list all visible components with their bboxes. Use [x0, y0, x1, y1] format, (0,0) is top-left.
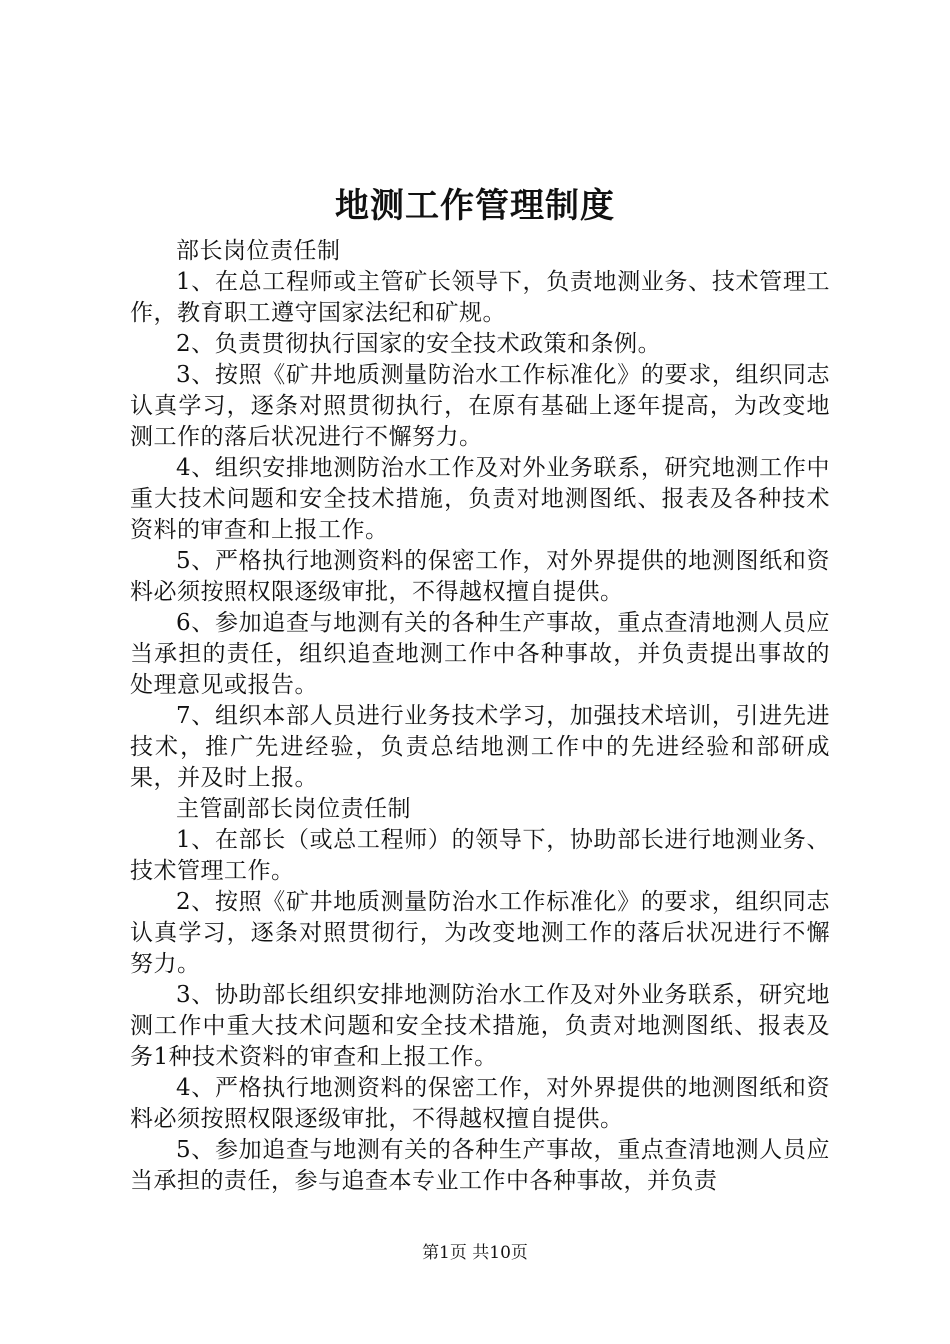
- document-body: [130, 236, 830, 1197]
- paragraph: 6、参加追查与地测有关的各种生产事故，重点查清地测人员应当承担的责任，组织追查地测工作中各种事故，并负责提出事故的处理意见或报告。: [130, 610, 830, 698]
- paragraph: 1、在总工程师或主管矿长领导下，负责地测业务、技术管理工作，教育职工遵守国家法纪和矿规。: [130, 269, 830, 326]
- paragraph: 4、严格执行地测资料的保密工作，对外界提供的地测图纸和资料必须按照权限逐级审批，不得越权擅自提供。: [130, 1075, 830, 1132]
- paragraph: 5、严格执行地测资料的保密工作，对外界提供的地测图纸和资料必须按照权限逐级审批，不得越权擅自提供。: [130, 548, 830, 605]
- paragraph: 5、参加追查与地测有关的各种生产事故，重点查清地测人员应当承担的责任，参与追查本专业工作中各种事故，并负责: [130, 1137, 830, 1194]
- section-heading: 主管副部长岗位责任制: [176, 796, 411, 822]
- section-heading: 部长岗位责任制: [176, 238, 341, 264]
- page-number: 第1页: [422, 1243, 467, 1263]
- page-total: 共10页: [472, 1243, 528, 1263]
- paragraph: 3、按照《矿井地质测量防治水工作标准化》的要求，组织同志认真学习，逐条对照贯彻执行，在原有基础上逐年提高，为改变地测工作的落后状况进行不懈努力。: [130, 362, 830, 450]
- paragraph: 2、负责贯彻执行国家的安全技术政策和条例。: [176, 331, 662, 357]
- paragraph: 4、组织安排地测防治水工作及对外业务联系，研究地测工作中重大技术问题和安全技术措施，负责对地测图纸、报表及各种技术资料的审查和上报工作。: [130, 455, 830, 543]
- paragraph: 3、协助部长组织安排地测防治水工作及对外业务联系，研究地测工作中重大技术问题和安全技术措施，负责对地测图纸、报表及务1种技术资料的审查和上报工作。: [130, 982, 830, 1070]
- paragraph: 2、按照《矿井地质测量防治水工作标准化》的要求，组织同志认真学习，逐条对照贯彻行，为改变地测工作的落后状况进行不懈努力。: [130, 889, 830, 977]
- paragraph: 1、在部长（或总工程师）的领导下，协助部长进行地测业务、技术管理工作。: [130, 827, 830, 884]
- page-footer: [0, 1242, 950, 1264]
- page-title: 地测工作管理制度: [335, 186, 615, 226]
- paragraph: 7、组织本部人员进行业务技术学习，加强技术培训，引进先进技术，推广先进经验，负责总结地测工作中的先进经验和部研成果，并及时上报。: [130, 703, 830, 791]
